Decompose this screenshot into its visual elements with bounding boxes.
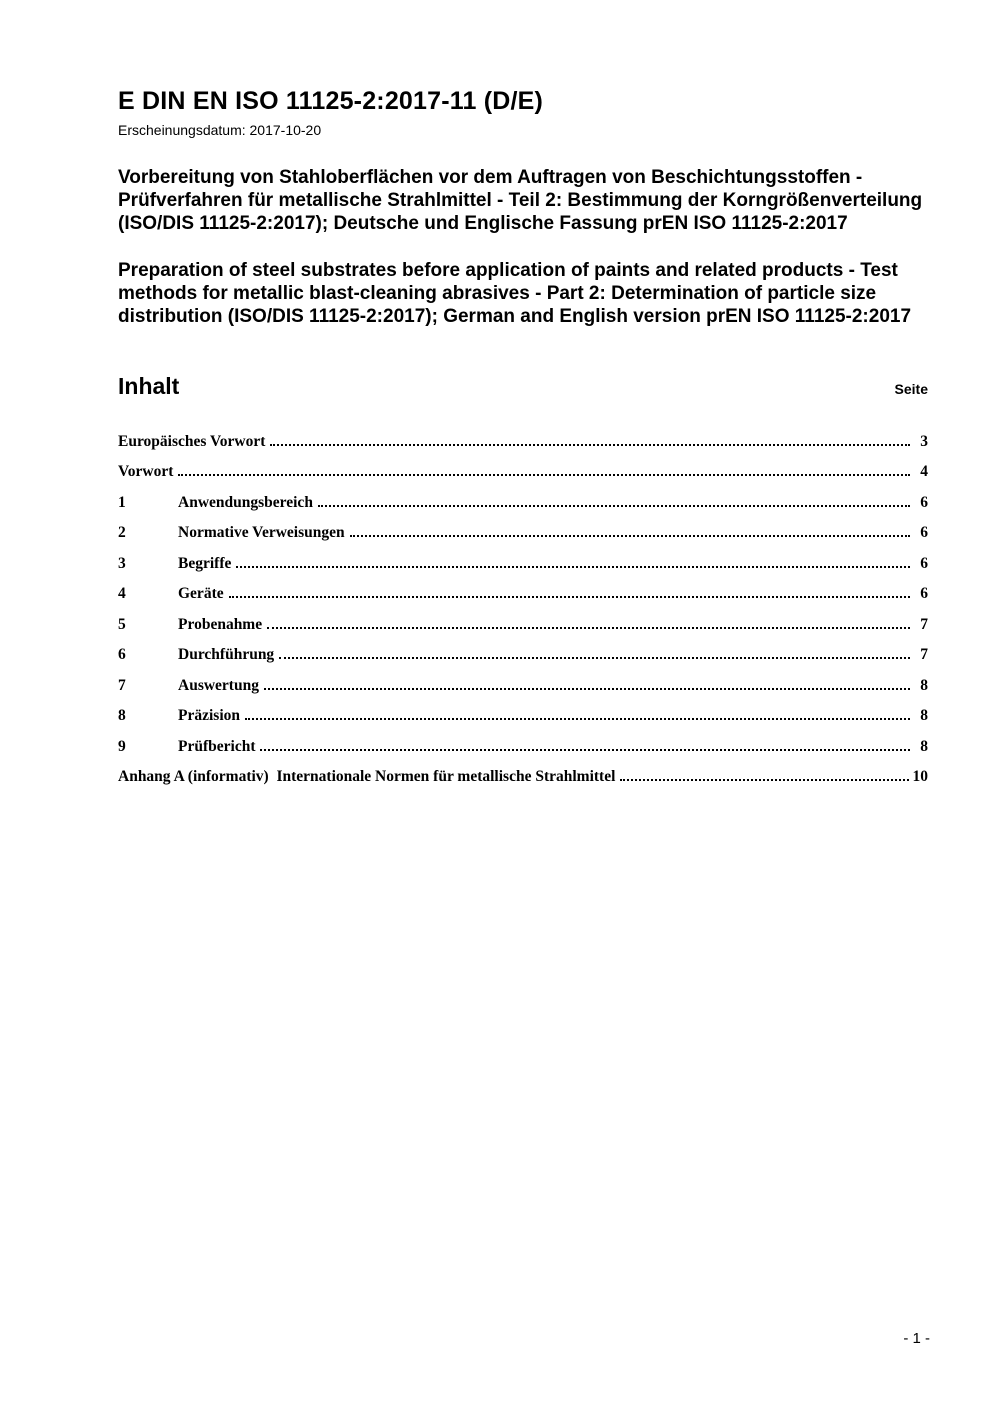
toc-entry-title: Normative Verweisungen bbox=[178, 524, 345, 542]
toc-entry-page: 6 bbox=[920, 554, 928, 572]
toc-dotted-leader bbox=[264, 688, 910, 690]
toc-entry-page: 8 bbox=[920, 707, 928, 725]
table-of-contents bbox=[118, 434, 928, 786]
toc-dotted-leader bbox=[178, 474, 910, 476]
toc-dotted-leader bbox=[236, 566, 910, 568]
toc-entry-page: 6 bbox=[920, 585, 928, 603]
publication-date: Erscheinungsdatum: 2017-10-20 bbox=[118, 121, 322, 138]
toc-entry bbox=[118, 678, 928, 694]
toc-heading: Inhalt bbox=[118, 372, 180, 399]
toc-dotted-leader bbox=[260, 749, 910, 751]
toc-entry-title: Anwendungsbereich bbox=[178, 493, 313, 511]
toc-entry-page: 3 bbox=[920, 432, 928, 450]
toc-dotted-leader bbox=[245, 718, 910, 720]
toc-dotted-leader bbox=[270, 444, 910, 446]
toc-entry-page: 8 bbox=[920, 676, 928, 694]
toc-entry-number: 2 bbox=[118, 524, 126, 542]
toc-entry-number: 5 bbox=[118, 615, 126, 633]
toc-entry bbox=[118, 586, 928, 602]
toc-header bbox=[118, 373, 928, 400]
toc-dotted-leader bbox=[620, 779, 908, 781]
toc-dotted-leader bbox=[267, 627, 910, 629]
document-title-english: Preparation of steel substrates before application of paints and related products - Test methods for metallic blast-cleaning abrasives - Part 2: Determination of particle size distribution (ISO/DIS 11125-2:2017); German and English version prEN ISO 11125-2:2017 bbox=[118, 260, 912, 328]
toc-entry-page: 6 bbox=[920, 493, 928, 511]
toc-page-column-label: Seite bbox=[894, 380, 928, 397]
toc-entry-number: 8 bbox=[118, 707, 126, 725]
toc-entry-number: 7 bbox=[118, 676, 126, 694]
toc-entry-title: Begriffe bbox=[178, 554, 232, 572]
toc-entry-page: 6 bbox=[920, 524, 928, 542]
toc-entry-number: 6 bbox=[118, 646, 126, 664]
toc-entry-title: Präzision bbox=[178, 707, 240, 725]
toc-entry-page: 4 bbox=[920, 463, 928, 481]
toc-entry bbox=[118, 617, 928, 633]
toc-entry bbox=[118, 556, 928, 572]
toc-entry-page: 8 bbox=[920, 737, 928, 755]
toc-entry-title: Prüfbericht bbox=[178, 737, 256, 755]
toc-entry-title: Vorwort bbox=[118, 463, 174, 481]
toc-entry-title: Auswertung bbox=[178, 676, 259, 694]
toc-entry bbox=[118, 739, 928, 755]
toc-entry-number: 9 bbox=[118, 737, 126, 755]
toc-entry bbox=[118, 525, 928, 541]
toc-entry-number: 3 bbox=[118, 554, 126, 572]
toc-dotted-leader bbox=[229, 596, 910, 598]
toc-entry-page: 7 bbox=[920, 646, 928, 664]
toc-entry-page: 10 bbox=[912, 768, 928, 786]
document-title: E DIN EN ISO 11125-2:2017-11 (D/E) bbox=[118, 87, 544, 115]
toc-dotted-leader bbox=[279, 657, 910, 659]
toc-entry-page: 7 bbox=[920, 615, 928, 633]
page-number: - 1 - bbox=[903, 1330, 930, 1347]
toc-entry-number: 4 bbox=[118, 585, 126, 603]
toc-dotted-leader bbox=[350, 535, 910, 537]
toc-entry bbox=[118, 708, 928, 724]
toc-entry-title: Durchführung bbox=[178, 646, 275, 664]
toc-entry-number: 1 bbox=[118, 493, 126, 511]
toc-entry-title: Anhang A (informativ) Internationale Normen für metallische Strahlmittel bbox=[118, 768, 616, 786]
toc-entry bbox=[118, 647, 928, 663]
toc-entry-title: Probenahme bbox=[178, 615, 263, 633]
toc-entry bbox=[118, 769, 928, 785]
toc-entry bbox=[118, 464, 928, 480]
toc-entry bbox=[118, 495, 928, 511]
document-title-german: Vorbereitung von Stahloberflächen vor dem Auftragen von Beschichtungsstoffen - Prüfverfahren für metallische Strahlmittel - Teil 2: Bestimmung der Korngrößenverteilung (ISO/DIS 11125-2:2017); Deutsche und Englische Fassung prEN ISO 11125-2:2017 bbox=[118, 166, 923, 234]
toc-dotted-leader bbox=[318, 505, 910, 507]
toc-entry-title: Geräte bbox=[178, 585, 224, 603]
toc-entry bbox=[118, 434, 928, 450]
toc-entry-title: Europäisches Vorwort bbox=[118, 432, 266, 450]
